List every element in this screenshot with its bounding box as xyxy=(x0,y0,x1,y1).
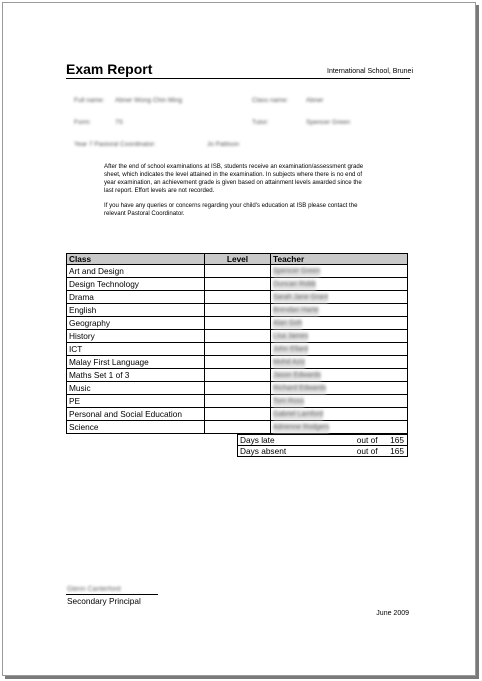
attendance-table xyxy=(237,434,408,457)
table-row xyxy=(67,343,408,356)
table-row xyxy=(67,395,408,408)
report-date: June 2009 xyxy=(376,610,409,617)
attendance-row xyxy=(238,435,408,446)
teacher-cell xyxy=(271,382,408,395)
class-cell: Personal and Social Education xyxy=(67,408,205,421)
class-cell: History xyxy=(67,330,205,343)
attendance-label: Days late xyxy=(238,435,300,446)
level-cell xyxy=(205,382,271,395)
grades-table-header xyxy=(67,254,408,265)
teacher-name: Lisa James xyxy=(273,333,309,341)
table-row xyxy=(67,408,408,421)
level-cell xyxy=(205,265,271,278)
table-row xyxy=(67,291,408,304)
signature-title: Secondary Principal xyxy=(67,596,141,606)
teacher-name: Sarah Jane Grant xyxy=(273,294,329,302)
level-cell xyxy=(205,356,271,369)
table-row xyxy=(67,330,408,343)
classname-value: Abner xyxy=(306,97,324,104)
attendance-total: 165 xyxy=(380,446,408,457)
teacher-cell xyxy=(271,330,408,343)
signature-line xyxy=(66,594,158,595)
teacher-cell xyxy=(271,317,408,330)
header-level: Level xyxy=(205,254,271,265)
table-row xyxy=(67,265,408,278)
table-row xyxy=(67,278,408,291)
teacher-cell xyxy=(271,395,408,408)
attendance-total: 165 xyxy=(380,435,408,446)
level-cell xyxy=(205,291,271,304)
fullname-value: Abner Wong Chin Ming xyxy=(115,97,183,104)
coordinator-label: Year 7 Pastoral Coordinator: xyxy=(74,141,156,148)
header-class: Class xyxy=(67,254,205,265)
table-row xyxy=(67,304,408,317)
teacher-name: Adrienne Rodgers xyxy=(273,424,330,432)
form-label: Form: xyxy=(74,119,91,126)
table-row xyxy=(67,382,408,395)
teacher-name: Brendan Harte xyxy=(273,307,319,315)
level-cell xyxy=(205,278,271,291)
table-row xyxy=(67,356,408,369)
classname-label: Class name: xyxy=(252,97,289,104)
class-cell: Art and Design xyxy=(67,265,205,278)
level-cell xyxy=(205,343,271,356)
tutor-label: Tutor: xyxy=(252,119,269,126)
form-value: 7S xyxy=(115,119,123,126)
class-cell: Maths Set 1 of 3 xyxy=(67,369,205,382)
intro-paragraph-1: After the end of school examinations at ISB, students receive an examination/assessment grade sheet, which indicates the level attained in the examination. In subjects where there is no end of year examination, an achievement grade is given based on attainment levels awarded since the last report. Effort levels are not recorded. xyxy=(104,163,364,195)
teacher-name: Spencer Green xyxy=(273,268,321,276)
class-cell: Science xyxy=(67,421,205,434)
teacher-cell xyxy=(271,278,408,291)
header-teacher: Teacher xyxy=(271,254,408,265)
class-cell: ICT xyxy=(67,343,205,356)
table-row xyxy=(67,317,408,330)
level-cell xyxy=(205,304,271,317)
teacher-cell xyxy=(271,421,408,434)
teacher-cell xyxy=(271,369,408,382)
teacher-name: Gabriel Lamford xyxy=(273,411,324,419)
attendance-label: Days absent xyxy=(238,446,300,457)
grades-table xyxy=(66,253,408,434)
level-cell xyxy=(205,421,271,434)
coordinator-value: Jo Pattison xyxy=(207,141,240,148)
tutor-value: Spencer Green xyxy=(306,119,351,126)
level-cell xyxy=(205,330,271,343)
level-cell xyxy=(205,395,271,408)
class-cell: Malay First Language xyxy=(67,356,205,369)
title-divider xyxy=(66,78,410,79)
class-cell: English xyxy=(67,304,205,317)
class-cell: Music xyxy=(67,382,205,395)
teacher-cell xyxy=(271,265,408,278)
table-row xyxy=(67,369,408,382)
level-cell xyxy=(205,317,271,330)
intro-text xyxy=(104,163,372,226)
level-cell xyxy=(205,408,271,421)
teacher-name: Tom Ross xyxy=(273,398,305,406)
class-cell: Geography xyxy=(67,317,205,330)
school-name: International School, Brunei xyxy=(327,68,413,75)
teacher-cell xyxy=(271,408,408,421)
teacher-name: Jason Edwards xyxy=(273,372,321,380)
teacher-name: Richard Edwards xyxy=(273,385,327,393)
class-cell: PE xyxy=(67,395,205,408)
teacher-cell xyxy=(271,343,408,356)
teacher-cell xyxy=(271,291,408,304)
report-title: Exam Report xyxy=(66,61,153,77)
attendance-row xyxy=(238,446,408,457)
attendance-out-of: out of xyxy=(300,435,380,446)
level-cell xyxy=(205,369,271,382)
teacher-name: Mohd Aziz xyxy=(273,359,306,367)
fullname-label: Full name: xyxy=(74,97,105,104)
class-cell: Design Technology xyxy=(67,278,205,291)
teacher-cell xyxy=(271,356,408,369)
class-cell: Drama xyxy=(67,291,205,304)
teacher-name: Duncan Robb xyxy=(273,281,316,289)
attendance-out-of: out of xyxy=(300,446,380,457)
teacher-name: Alan Goh xyxy=(273,320,303,328)
intro-paragraph-2: If you have any queries or concerns regarding your child's education at ISB please contact the relevant Pastoral Coordinator. xyxy=(104,202,358,218)
signature-name: Glenn Canterford xyxy=(67,586,121,593)
table-row xyxy=(67,421,408,434)
teacher-name: John Ellard xyxy=(273,346,309,354)
teacher-cell xyxy=(271,304,408,317)
